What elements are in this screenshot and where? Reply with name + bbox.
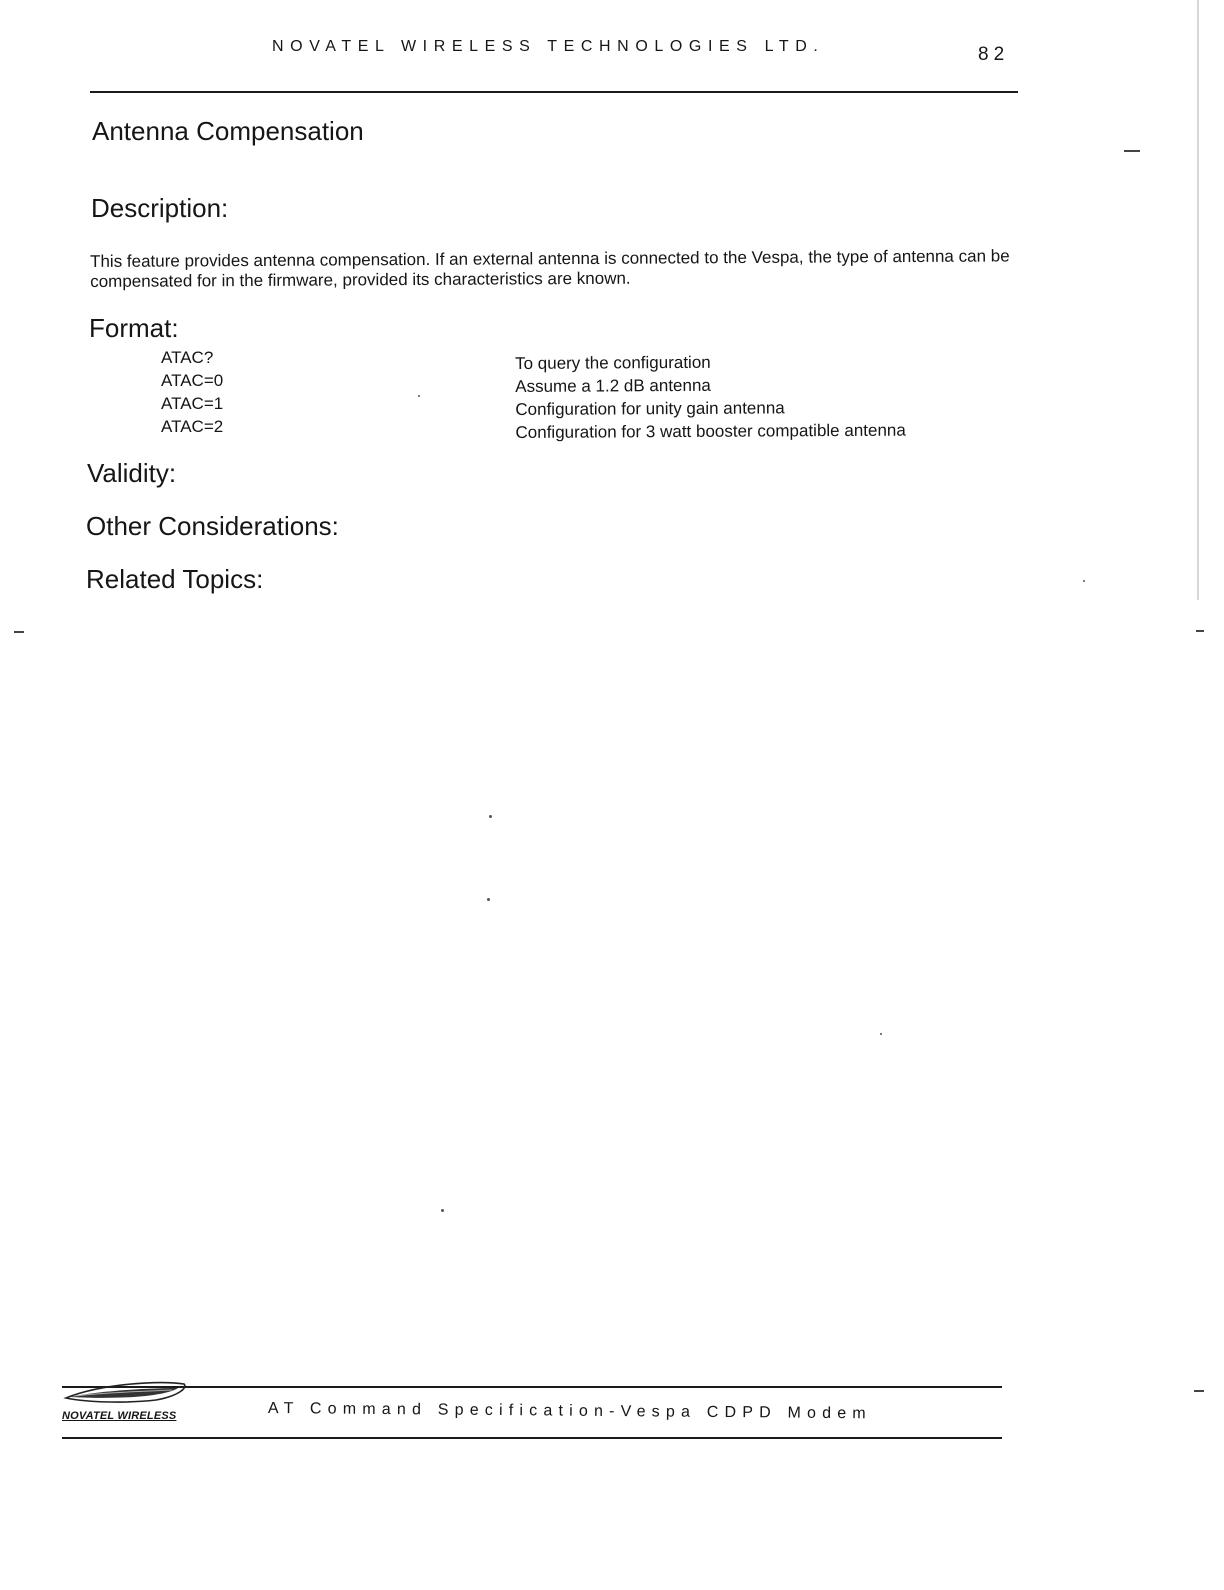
validity-heading: Validity:	[87, 458, 177, 488]
command-description-list	[515, 350, 906, 444]
scan-mark	[1124, 150, 1140, 152]
command-description: Assume a 1.2 dB antenna	[515, 375, 711, 396]
footer-rule-top	[62, 1386, 1002, 1388]
footer-logo-text: NOVATEL WIRELESS	[62, 1410, 177, 1422]
scan-edge-line	[1197, 0, 1199, 600]
other-considerations-heading: Other Considerations:	[86, 511, 339, 541]
scan-mark	[1196, 630, 1204, 632]
command-description: To query the configuration	[515, 352, 711, 373]
footer-spec-title: AT Command Specification-Vespa CDPD Modem	[267, 1400, 872, 1423]
page-number: 82	[978, 44, 1010, 65]
footer-rule-bottom	[62, 1437, 1002, 1439]
scan-mark	[14, 631, 24, 633]
header-rule	[90, 91, 1018, 93]
scan-speck	[489, 815, 492, 818]
scan-speck	[880, 1033, 882, 1035]
command-description: Configuration for unity gain antenna	[515, 398, 785, 419]
command-list	[161, 346, 223, 438]
command-item: ATAC=2	[161, 417, 224, 436]
header-company-name: NOVATEL WIRELESS TECHNOLOGIES LTD.	[272, 38, 825, 55]
description-heading: Description:	[91, 193, 229, 223]
related-topics-heading: Related Topics:	[86, 564, 264, 594]
command-item: ATAC=1	[161, 394, 224, 413]
section-title: Antenna Compensation	[92, 116, 364, 146]
scan-speck	[441, 1209, 444, 1212]
command-item: ATAC=0	[161, 371, 224, 390]
description-text: This feature provides antenna compensation. If an external antenna is connected to the Vespa, the type of antenna can be compensated for in the firmware, provided its characteristics are known.	[90, 246, 1010, 291]
scan-speck	[1083, 580, 1085, 582]
scan-speck	[418, 395, 420, 397]
scan-speck	[487, 898, 490, 901]
format-heading: Format:	[89, 313, 179, 343]
command-description: Configuration for 3 watt booster compatible antenna	[515, 420, 906, 442]
command-item: ATAC?	[161, 348, 214, 367]
scan-mark	[1194, 1390, 1204, 1392]
